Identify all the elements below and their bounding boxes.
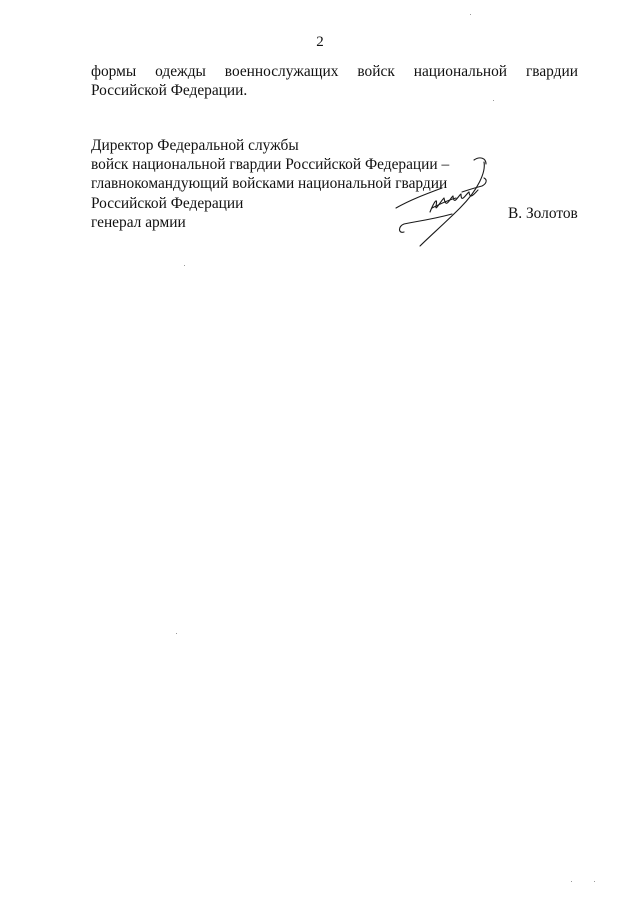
paragraph-line-1 — [91, 62, 578, 81]
signatory-title-line: войск национальной гвардии Российской Федерации – — [91, 156, 450, 174]
scan-speck — [493, 100, 494, 101]
paragraph-word: национальной — [413, 63, 508, 80]
signatory-title-line: Российской Федерации — [91, 194, 244, 212]
page-number: 2 — [316, 34, 324, 50]
body-paragraph — [91, 62, 578, 100]
paragraph-word: войск — [357, 63, 395, 80]
scan-speck — [176, 633, 177, 634]
signatory-title-line: главнокомандующий войсками национальной гвардии — [91, 175, 448, 193]
paragraph-word: одежды — [155, 63, 206, 80]
scan-speck — [594, 881, 595, 882]
scan-speck — [470, 14, 471, 15]
scan-speck — [184, 265, 185, 266]
paragraph-line-2: Российской Федерации. — [91, 82, 248, 99]
signatory-rank: генерал армии — [91, 213, 186, 231]
paragraph-word: формы — [91, 63, 137, 80]
paragraph-word: военнослужащих — [224, 63, 339, 80]
handwritten-signature-icon — [390, 150, 500, 250]
signer-name: В. Золотов — [508, 205, 578, 222]
signatory-title-line: Директор Федеральной службы — [91, 137, 299, 154]
paragraph-word: гвардии — [525, 63, 578, 80]
scan-speck — [571, 881, 572, 882]
